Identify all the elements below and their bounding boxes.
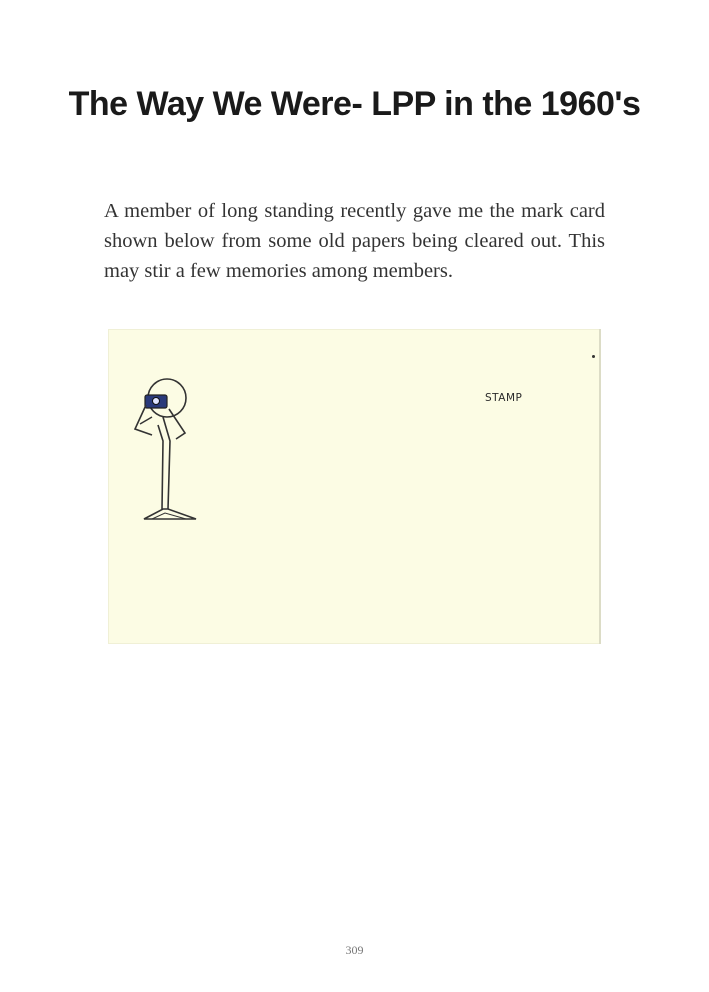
intro-paragraph: A member of long standing recently gave me the mark card shown below from some old papers being cleared out. This may stir a few memories among members. [104, 200, 605, 282]
card-speck [592, 355, 595, 358]
card-edge [599, 329, 601, 644]
mark-card-image [108, 329, 601, 644]
stamp-label: STAMP [485, 392, 523, 404]
photographer-figure-illustration [108, 329, 218, 529]
page-number: 309 [345, 943, 364, 957]
page-title: The Way We Were- LPP in the 1960's [68, 85, 641, 123]
